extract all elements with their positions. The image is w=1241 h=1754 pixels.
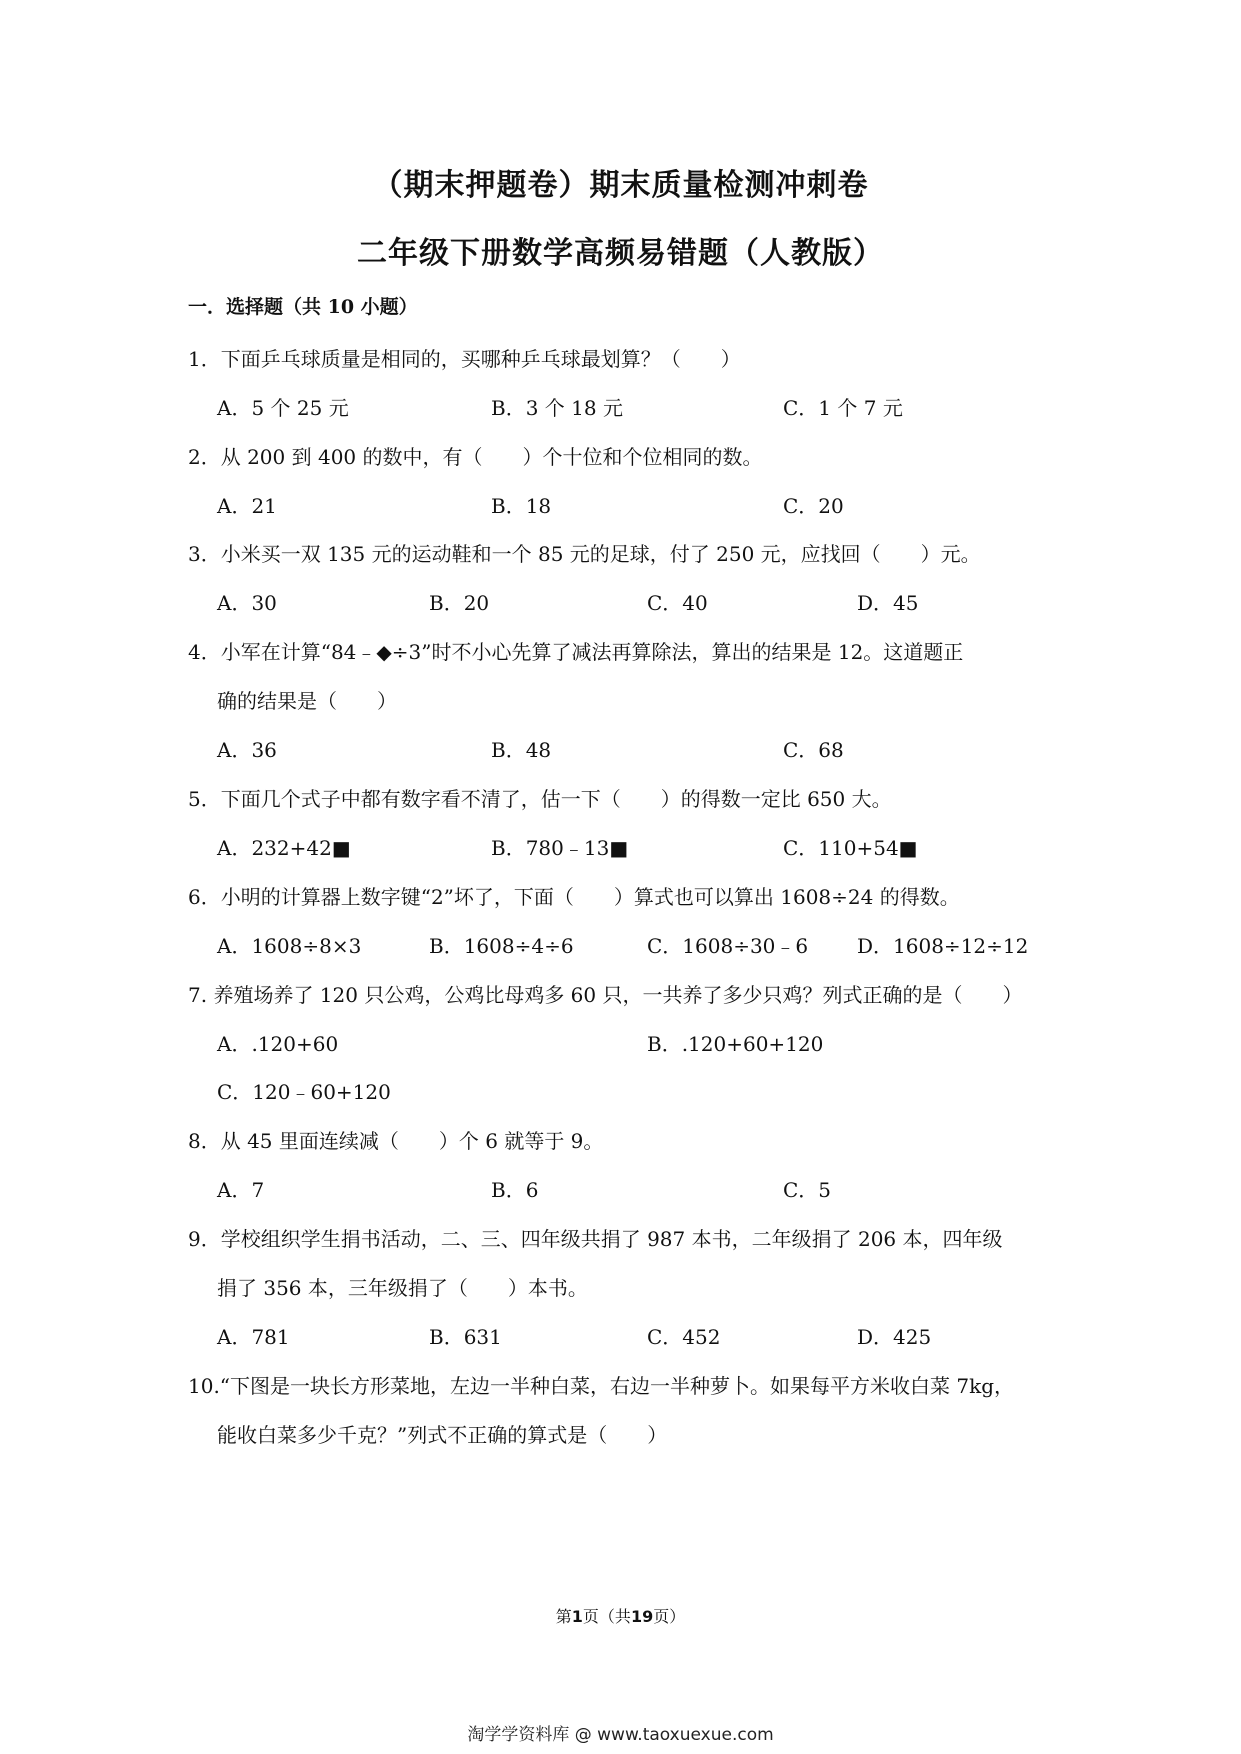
q3-option-b: B．20: [429, 591, 490, 615]
q8-option-a: A．7: [217, 1178, 265, 1202]
q5-option-c: C．110+54■: [783, 836, 918, 860]
footer-mid: 页（共: [582, 1607, 631, 1626]
footer-suffix: 页）: [653, 1607, 686, 1626]
q9-option-d: D．425: [857, 1325, 932, 1349]
question-1: 1．下面乒乓球质量是相同的，买哪种乒乓球最划算？（ ）: [188, 347, 741, 371]
q2-option-a: A．21: [217, 494, 277, 518]
q1-option-c: C．1 个 7 元: [783, 396, 903, 420]
question-9: 9．学校组织学生捐书活动，二、三、四年级共捐了 987 本书，二年级捐了 206 本，四年级: [188, 1227, 1003, 1251]
question-10-cont: 能收白菜多少千克？”列式不正确的算式是（ ）: [217, 1423, 668, 1447]
q7-option-b: B．.120+60+120: [647, 1032, 824, 1056]
question-10: 10.“下图是一块长方形菜地，左边一半种白菜，右边一半种萝卜。如果每平方米收白菜 7kg，: [188, 1374, 1015, 1398]
question-4-cont: 确的结果是（ ）: [217, 689, 397, 713]
q9-option-a: A．781: [217, 1325, 290, 1349]
title-line-1: （期末押题卷）期末质量检测冲刺卷: [372, 168, 869, 203]
q8-option-c: C．5: [783, 1178, 832, 1202]
question-5: 5．下面几个式子中都有数字看不清了，估一下（ ）的得数一定比 650 大。: [188, 787, 892, 811]
footer-total-pages: 19: [630, 1607, 654, 1626]
question-4: 4．小军在计算“84﹣◆÷3”时不小心先算了减法再算除法，算出的结果是 12。这道题正: [188, 640, 964, 664]
q9-option-b: B．631: [429, 1325, 502, 1349]
question-3: 3．小米买一双 135 元的运动鞋和一个 85 元的足球，付了 250 元，应找回（ ）元。: [188, 542, 981, 566]
q9-option-c: C．452: [647, 1325, 721, 1349]
q7-option-a: A．.120+60: [217, 1032, 339, 1056]
q3-option-a: A．30: [217, 591, 277, 615]
q5-option-a: A．232+42■: [217, 836, 351, 860]
page-footer: [0, 1604, 1241, 1627]
q5-option-b: B．780﹣13■: [491, 836, 629, 860]
q6-option-c: C．1608÷30﹣6: [647, 934, 809, 958]
footer-prefix: 第: [555, 1607, 572, 1626]
section-heading: 一．选择题（共 10 小题）: [188, 296, 418, 318]
q1-option-a: A．5 个 25 元: [217, 396, 349, 420]
q2-option-c: C．20: [783, 494, 844, 518]
q4-option-b: B．48: [491, 738, 552, 762]
footer-page-number: 1: [571, 1607, 583, 1626]
question-8: 8．从 45 里面连续减（ ）个 6 就等于 9。: [188, 1129, 604, 1153]
q6-option-a: A．1608÷8×3: [217, 934, 362, 958]
q8-option-b: B．6: [491, 1178, 539, 1202]
question-7: 7. 养殖场养了 120 只公鸡，公鸡比母鸡多 60 只，一共养了多少只鸡？列式正确的是（ ）: [188, 983, 1023, 1007]
q1-option-b: B．3 个 18 元: [491, 396, 623, 420]
title-line-2: 二年级下册数学高频易错题（人教版）: [357, 236, 884, 271]
watermark-text: 淘学学资料库 @ www.taoxuexue.com: [467, 1725, 774, 1745]
q6-option-d: D．1608÷12÷12: [857, 934, 1029, 958]
q4-option-c: C．68: [783, 738, 844, 762]
q7-option-c: C．120﹣60+120: [217, 1080, 391, 1104]
question-9-cont: 捐了 356 本，三年级捐了（ ）本书。: [217, 1276, 588, 1300]
q2-option-b: B．18: [491, 494, 552, 518]
question-2: 2．从 200 到 400 的数中，有（ ）个十位和个位相同的数。: [188, 445, 763, 469]
question-6: 6．小明的计算器上数字键“2”坏了，下面（ ）算式也可以算出 1608÷24 的得数。: [188, 885, 960, 909]
q6-option-b: B．1608÷4÷6: [429, 934, 574, 958]
q3-option-c: C．40: [647, 591, 708, 615]
q4-option-a: A．36: [217, 738, 277, 762]
q3-option-d: D．45: [857, 591, 919, 615]
